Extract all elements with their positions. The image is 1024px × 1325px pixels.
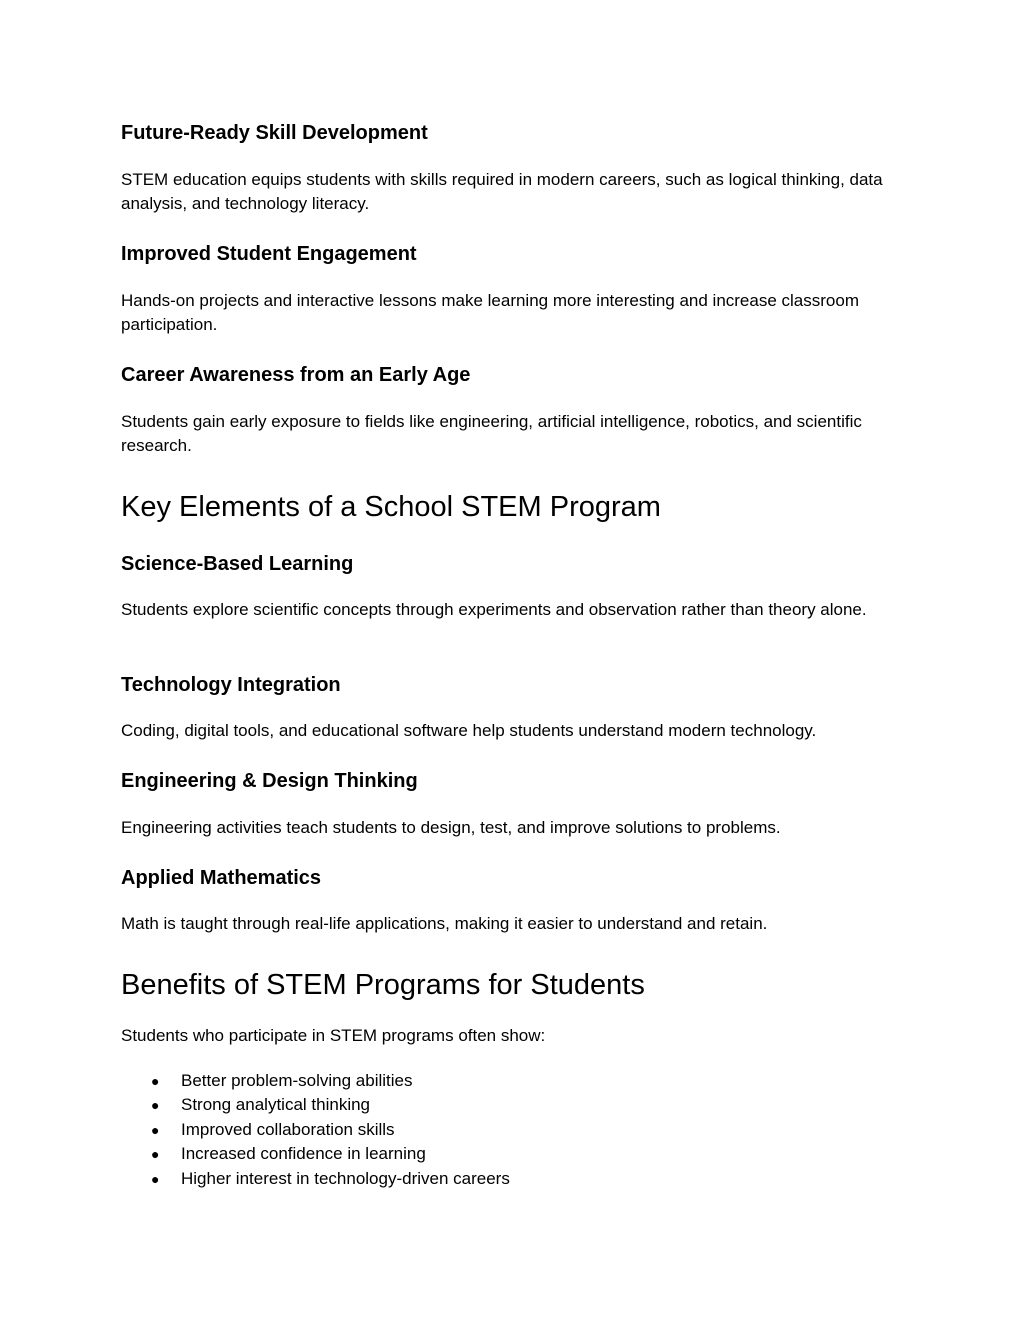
section-heading-engagement: Improved Student Engagement: [121, 243, 417, 265]
bullet-icon: ●: [151, 1170, 160, 1187]
list-item-text: Better problem-solving abilities: [181, 1071, 413, 1090]
bullet-icon: ●: [151, 1097, 160, 1114]
key-element-heading-engineering: Engineering & Design Thinking: [121, 770, 418, 792]
section-text-future-ready: STEM education equips students with skills required in modern careers, such as logical thinking, data analysis, and technology literacy.: [121, 170, 883, 213]
section-heading-career-awareness: Career Awareness from an Early Age: [121, 364, 471, 386]
list-item-text: Higher interest in technology-driven careers: [181, 1168, 510, 1188]
bullet-icon: ●: [151, 1073, 160, 1089]
key-element-text-technology: Coding, digital tools, and educational software help students understand modern technology.: [121, 721, 817, 740]
list-item-text: Strong analytical thinking: [181, 1095, 371, 1115]
key-element-heading-mathematics: Applied Mathematics: [121, 867, 322, 889]
list-item-text: Increased confidence in learning: [181, 1144, 426, 1164]
benefits-title: Benefits of STEM Programs for Students: [121, 969, 645, 1001]
section-text-engagement: Hands-on projects and interactive lessons make learning more interesting and increase classroom participation.: [121, 291, 859, 334]
key-element-heading-technology: Technology Integration: [121, 674, 341, 696]
key-element-text-engineering: Engineering activities teach students to design, test, and improve solutions to problems.: [121, 818, 781, 837]
section-text-career-awareness: Students gain early exposure to fields like engineering, artificial intelligence, robotics, and scientific research.: [121, 412, 862, 455]
key-element-heading-science: Science-Based Learning: [121, 553, 354, 575]
bullet-icon: ●: [151, 1121, 160, 1138]
list-item-text: Improved collaboration skills: [181, 1119, 395, 1139]
benefits-intro: Students who participate in STEM programs often show:: [121, 1026, 546, 1045]
key-element-text-science: Students explore scientific concepts through experiments and observation rather than theory alone.: [121, 600, 867, 619]
key-elements-title: Key Elements of a School STEM Program: [121, 491, 661, 523]
key-element-text-mathematics: Math is taught through real-life applications, making it easier to understand and retain.: [121, 914, 768, 933]
section-heading-future-ready: Future-Ready Skill Development: [121, 122, 428, 144]
bullet-icon: ●: [151, 1146, 160, 1163]
